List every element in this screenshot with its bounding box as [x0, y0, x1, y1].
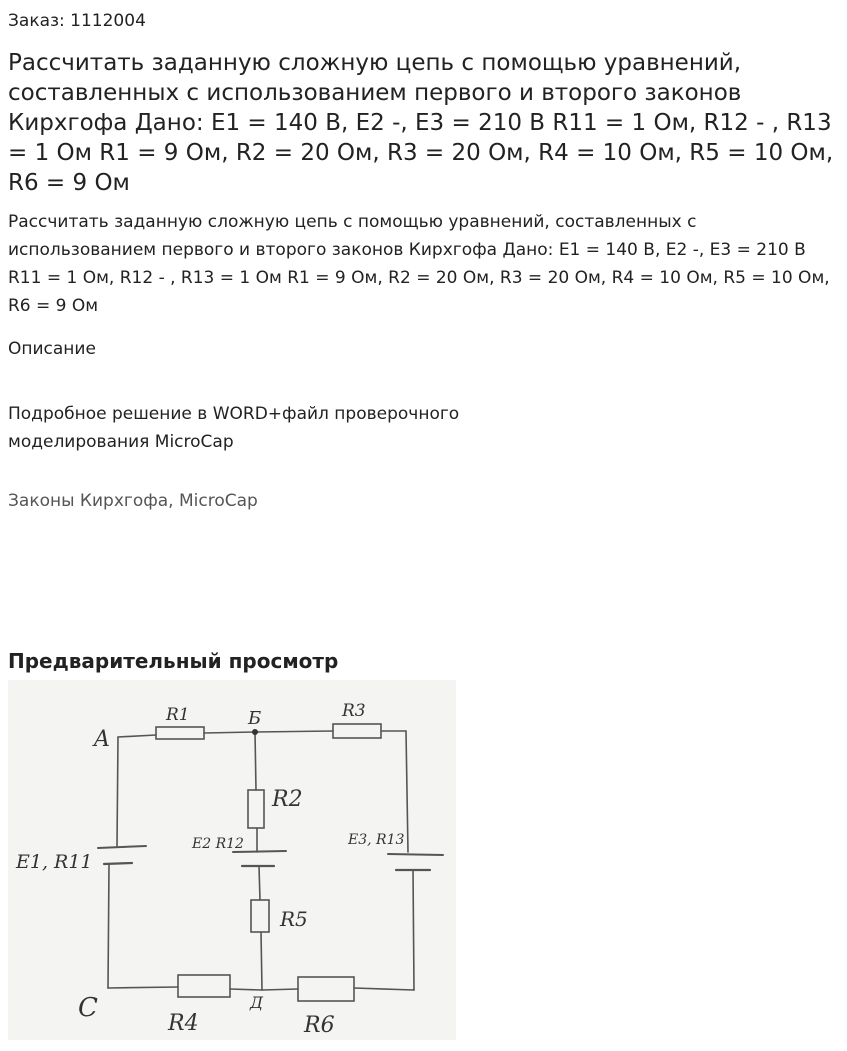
problem-statement: Рассчитать заданную сложную цепь с помощью уравнений, составленных с использованием первого и второго законов Кирхгофа Дано: E1 = 140 В, E2 -, E3 = 210 В R11 = 1 Ом, R12 - , R13 = 1 Ом R1 = 9 Ом, R2 = 20 Ом, R3 = 20 Ом, R4 = 10 Ом, R5 = 10 Ом, R6 = 9 Ом — [8, 212, 830, 316]
source-e3-long — [388, 854, 443, 855]
resistor-r5 — [251, 900, 269, 932]
label-r4: R4 — [168, 1011, 199, 1036]
label-r5: R5 — [280, 907, 308, 931]
resistor-r4 — [178, 975, 230, 997]
source-e1-long — [98, 846, 146, 848]
label-node-a: A — [94, 727, 110, 752]
label-r1: R1 — [166, 705, 190, 725]
wire-d-r4 — [230, 989, 262, 990]
label-e3: E3, R13 — [348, 832, 405, 848]
resistor-r2 — [248, 790, 264, 828]
label-r3: R3 — [342, 701, 366, 721]
wire-corner-r6 — [354, 988, 414, 990]
wire-e2-r5 — [259, 866, 260, 900]
order-number: Заказ: 1112004 — [8, 11, 146, 31]
wire-a-r1 — [118, 735, 156, 737]
preview-heading: Предварительный просмотр — [8, 649, 339, 673]
resistor-r6 — [298, 977, 354, 1001]
description-text: Подробное решение в WORD+файл проверочного моделирования MicroCap — [8, 404, 460, 452]
label-e2: E2 R12 — [192, 836, 244, 852]
resistor-r3 — [333, 724, 381, 738]
wire-left-bottom — [108, 865, 109, 988]
label-r6: R6 — [304, 1013, 335, 1038]
page-title: Рассчитать заданную сложную цепь с помощью уравнений, составленных с использованием первого и второго законов Кирхгофа Дано: E1 = 140 В, E2 -, E3 = 210 В R11 = 1 Ом, R12 - , R13 = 1 Ом R1 = 9 Ом, R2 = 20 Ом, R3 = 20 Ом, R4 = 10 Ом, R5 = 10 Ом, R6 = 9 Ом — [8, 50, 834, 196]
wire-left-top — [117, 737, 118, 846]
label-e1: E1, R11 — [16, 851, 93, 873]
wire-r1-b — [204, 732, 255, 733]
description-heading: Описание — [8, 339, 96, 359]
label-node-d: Д — [250, 993, 264, 1012]
node-b-dot — [252, 729, 258, 735]
wire-r6-d — [262, 989, 298, 990]
resistor-r1 — [156, 727, 204, 739]
wire-right-bottom — [413, 870, 414, 990]
label-node-c: C — [78, 993, 98, 1023]
wire-r5-d — [261, 932, 262, 990]
circuit-preview-image — [8, 680, 456, 1040]
wire-b-r3 — [255, 731, 333, 732]
page-content — [8, 0, 842, 512]
wire-b-r2 — [255, 732, 256, 790]
label-node-b: Б — [248, 708, 262, 729]
wire-r4-c — [108, 987, 178, 988]
tags: Законы Кирхгофа, MicroCap — [8, 491, 258, 511]
wire-right-top — [406, 731, 408, 852]
label-r2: R2 — [272, 787, 303, 812]
circuit-diagram — [8, 680, 456, 1040]
source-e1-short — [104, 863, 132, 864]
